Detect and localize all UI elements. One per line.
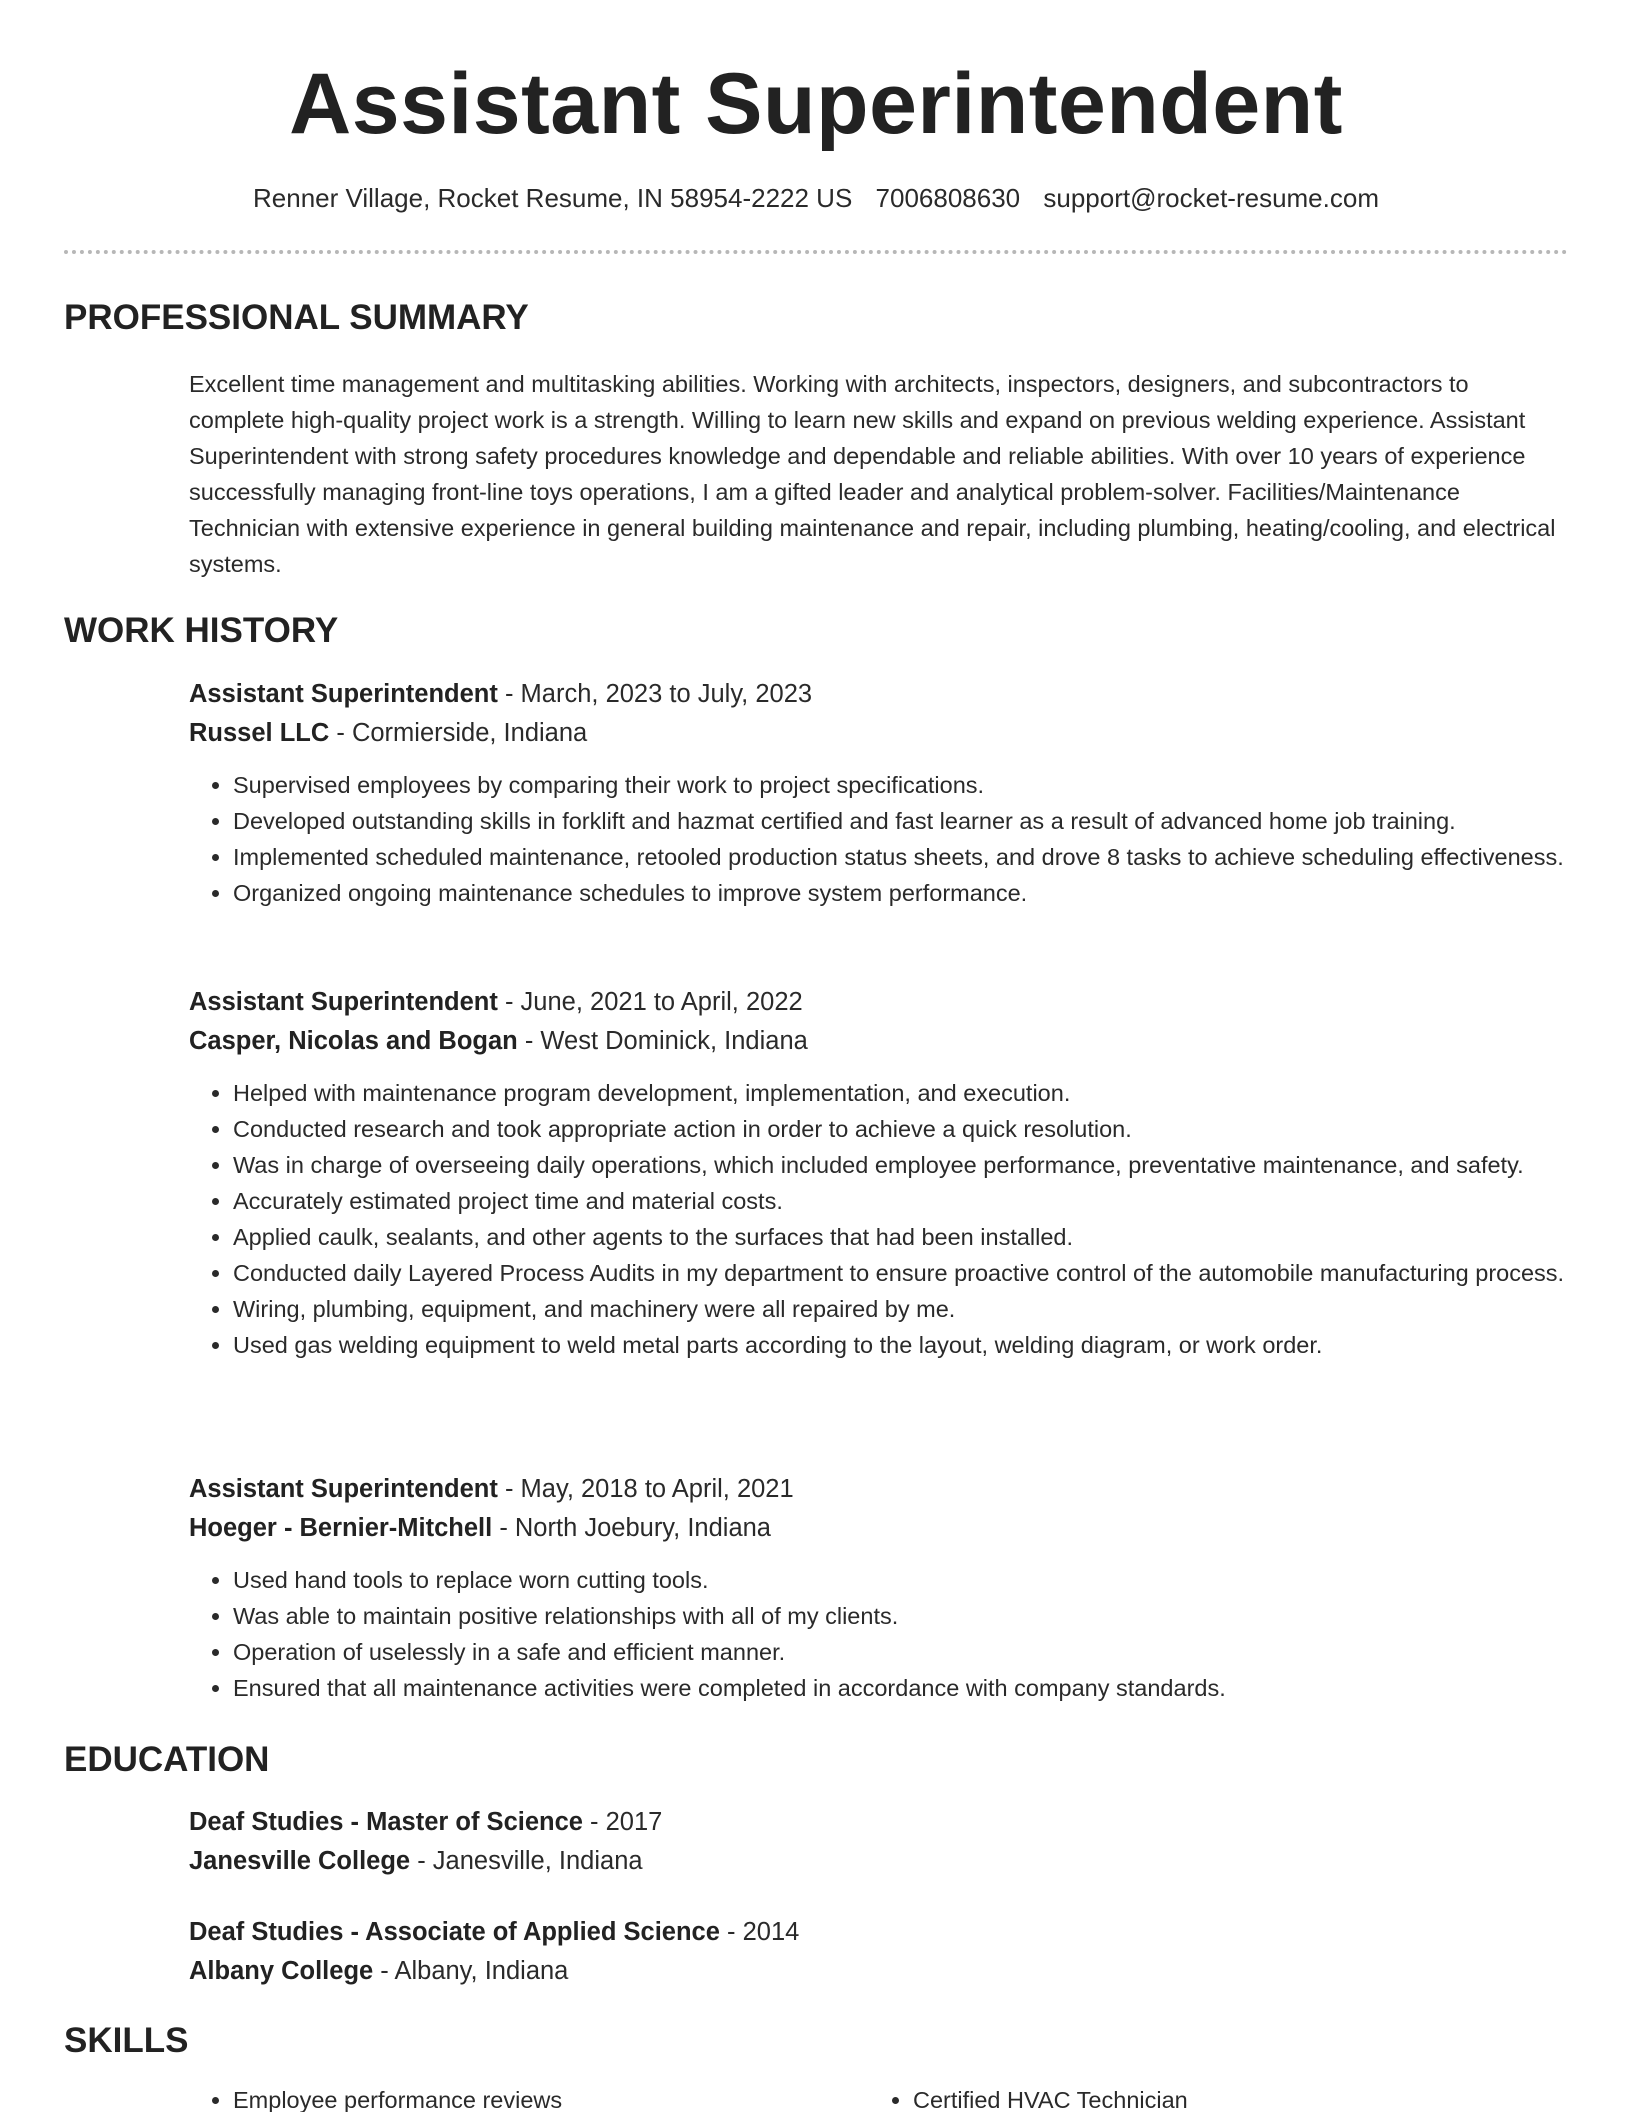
header-divider bbox=[64, 250, 1568, 254]
job-dates: - May, 2018 to April, 2021 bbox=[497, 1475, 794, 1503]
job-duties-list bbox=[189, 1075, 1569, 1363]
section-title-skills: SKILLS bbox=[64, 2021, 189, 2060]
degree-line bbox=[189, 1803, 1569, 1842]
job-title: Assistant Superintendent bbox=[189, 1475, 498, 1503]
employer-name: Hoeger - Bernier-Mitchell bbox=[189, 1514, 493, 1542]
list-item: • Accurately estimated project time and material costs. bbox=[233, 1183, 1569, 1219]
candidate-name: Assistant Superintendent bbox=[289, 56, 1343, 152]
school-location: - Albany, Indiana bbox=[373, 1957, 569, 1985]
skill-item: • Certified HVAC Technician bbox=[913, 2082, 1188, 2112]
job-title-line bbox=[189, 1470, 1569, 1509]
list-item: • Supervised employees by comparing their work to project specifications. bbox=[233, 767, 1569, 803]
employer-line bbox=[189, 1022, 1569, 1061]
list-item: • Was in charge of overseeing daily operations, which included employee performance, preventative maintenance, and safety. bbox=[233, 1147, 1569, 1183]
job-title: Assistant Superintendent bbox=[189, 988, 498, 1016]
contact-email: support@rocket-resume.com bbox=[1043, 183, 1379, 213]
employer-location: - North Joebury, Indiana bbox=[492, 1514, 771, 1542]
degree-name: Deaf Studies - Associate of Applied Science bbox=[189, 1918, 720, 1946]
list-item: • Helped with maintenance program development, implementation, and execution. bbox=[233, 1075, 1569, 1111]
job-dates: - March, 2023 to July, 2023 bbox=[497, 680, 813, 708]
list-item: • Developed outstanding skills in forklift and hazmat certified and fast learner as a result of advanced home job training. bbox=[233, 803, 1569, 839]
list-item: • Conducted research and took appropriate action in order to achieve a quick resolution. bbox=[233, 1111, 1569, 1147]
job-duties-list bbox=[189, 1562, 1569, 1706]
skill-item: • Employee performance reviews bbox=[233, 2082, 562, 2112]
section-title-education: EDUCATION bbox=[64, 1740, 270, 1779]
contact-line bbox=[0, 180, 1632, 216]
employer-name: Russel LLC bbox=[189, 719, 330, 747]
employer-location: - Cormierside, Indiana bbox=[329, 719, 588, 747]
employer-location: - West Dominick, Indiana bbox=[517, 1027, 808, 1055]
list-item: • Was able to maintain positive relationships with all of my clients. bbox=[233, 1598, 1569, 1634]
employer-line bbox=[189, 714, 1569, 753]
job-title-line bbox=[189, 983, 1569, 1022]
employer-name: Casper, Nicolas and Bogan bbox=[189, 1027, 518, 1055]
job-duties-list bbox=[189, 767, 1569, 911]
work-entry bbox=[189, 675, 1569, 911]
list-item: • Used hand tools to replace worn cutting tools. bbox=[233, 1562, 1569, 1598]
degree-year: - 2017 bbox=[582, 1808, 663, 1836]
job-title-line bbox=[189, 675, 1569, 714]
work-entry bbox=[189, 983, 1569, 1363]
school-name: Albany College bbox=[189, 1957, 374, 1985]
list-item: • Wiring, plumbing, equipment, and machinery were all repaired by me. bbox=[233, 1291, 1569, 1327]
degree-line bbox=[189, 1913, 1569, 1952]
contact-phone: 7006808630 bbox=[875, 183, 1021, 213]
skills-column bbox=[869, 2082, 1188, 2112]
school-name: Janesville College bbox=[189, 1847, 411, 1875]
list-item: • Applied caulk, sealants, and other agents to the surfaces that had been installed. bbox=[233, 1219, 1569, 1255]
school-line bbox=[189, 1842, 1569, 1881]
section-title-work-history: WORK HISTORY bbox=[64, 611, 339, 650]
summary-text: Excellent time management and multitasking abilities. Working with architects, inspectors, designers, and subcontractors to complete high-quality project work is a strength. Willing to learn new skills and expand on previous welding experience. Assistant Superintendent with strong safety procedures knowledge and dependable and reliable abilities. With over 10 years of experience successfully managing front-line toys operations, I am a gifted leader and analytical problem-solver. Facilities/Maintenance Technician with extensive experience in general building maintenance and repair, including plumbing, heating/cooling, and electrical systems. bbox=[189, 371, 1556, 577]
education-entry bbox=[189, 1913, 1569, 1991]
work-entry bbox=[189, 1470, 1569, 1706]
contact-address: Renner Village, Rocket Resume, IN 58954-2222 US bbox=[253, 183, 853, 213]
skills-column bbox=[189, 2082, 562, 2112]
school-line bbox=[189, 1952, 1569, 1991]
degree-name: Deaf Studies - Master of Science bbox=[189, 1808, 583, 1836]
school-location: - Janesville, Indiana bbox=[410, 1847, 643, 1875]
employer-line bbox=[189, 1509, 1569, 1548]
list-item: • Conducted daily Layered Process Audits in my department to ensure proactive control of the automobile manufacturing process. bbox=[233, 1255, 1569, 1291]
list-item: • Ensured that all maintenance activities were completed in accordance with company standards. bbox=[233, 1670, 1569, 1706]
list-item: • Implemented scheduled maintenance, retooled production status sheets, and drove 8 tasks to achieve scheduling effectiveness. bbox=[233, 839, 1569, 875]
job-title: Assistant Superintendent bbox=[189, 680, 498, 708]
section-title-summary: PROFESSIONAL SUMMARY bbox=[64, 298, 529, 337]
education-entry bbox=[189, 1803, 1569, 1881]
list-item: • Organized ongoing maintenance schedules to improve system performance. bbox=[233, 875, 1569, 911]
list-item: • Used gas welding equipment to weld metal parts according to the layout, welding diagram, or work order. bbox=[233, 1327, 1569, 1363]
degree-year: - 2014 bbox=[719, 1918, 800, 1946]
list-item: • Operation of uselessly in a safe and efficient manner. bbox=[233, 1634, 1569, 1670]
job-dates: - June, 2021 to April, 2022 bbox=[497, 988, 803, 1016]
